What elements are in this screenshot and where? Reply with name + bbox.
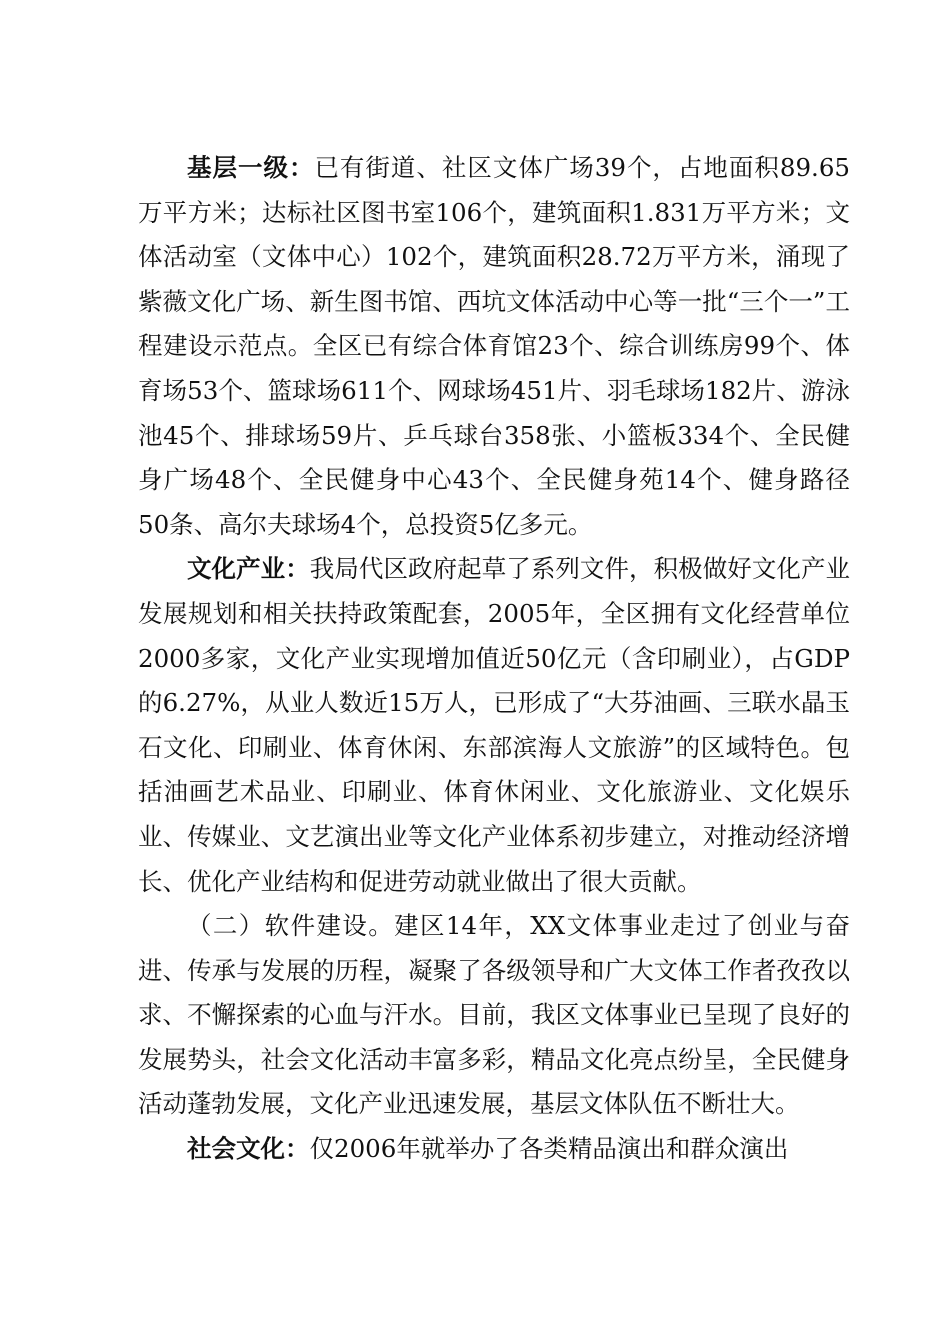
paragraph-grassroots bbox=[138, 146, 850, 547]
paragraph-heading: 文化产业： bbox=[187, 554, 310, 584]
paragraph-text: 仅2006年就举办了各类精品演出和群众演出 bbox=[309, 1134, 789, 1164]
document-body bbox=[138, 146, 850, 1172]
paragraph-heading: 社会文化： bbox=[187, 1134, 310, 1164]
paragraph-text: （二）软件建设。建区14年，XX文体事业走过了创业与奋进、传承与发展的历程，凝聚了各级领导和广大文体工作者孜孜以求、不懈探索的心血与汗水。目前，我区文体事业已呈现了良好的发展势头，社会文化活动丰富多彩，精品文化亮点纷呈，全民健身活动蓬勃发展，文化产业迅速发展，基层文体队伍不断壮大。 bbox=[138, 911, 850, 1119]
paragraph-culture-industry bbox=[138, 547, 850, 904]
paragraph-heading: 基层一级： bbox=[187, 153, 315, 182]
paragraph-text: 已有街道、社区文体广场39个，占地面积89.65万平方米；达标社区图书室106个，建筑面积1.831万平方米；文体活动室（文体中心）102个，建筑面积28.72万平方米，涌现了紫薇文化广场、新生图书馆、西坑文体活动中心等一批“三个一”工程建设示范点。全区已有综合体育馆23个、综合训练房99个、体育场53个、篮球场611个、网球场451片、羽毛球场182片、游泳池45个、排球场59片、乒乓球台358张、小篮板334个、全民健身广场48个、全民健身中心43个、全民健身苑14个、健身路径50条、高尔夫球场4个，总投资5亿多元。 bbox=[138, 153, 851, 539]
paragraph-text: 我局代区政府起草了系列文件，积极做好文化产业发展规划和相关扶持政策配套，2005年，全区拥有文化经营单位2000多家，文化产业实现增加值近50亿元（含印刷业），占GDP的6.27%，从业人数近15万人，已形成了“大芬油画、三联水晶玉石文化、印刷业、体育休闲、东部滨海人文旅游”的区域特色。包括油画艺术品业、印刷业、体育休闲业、文化旅游业、文化娱乐业、传媒业、文艺演出业等文化产业体系初步建立，对推动经济增长、优化产业结构和促进劳动就业做出了很大贡献。 bbox=[138, 554, 851, 896]
paragraph-software-construction bbox=[138, 904, 850, 1127]
paragraph-social-culture bbox=[138, 1127, 850, 1172]
